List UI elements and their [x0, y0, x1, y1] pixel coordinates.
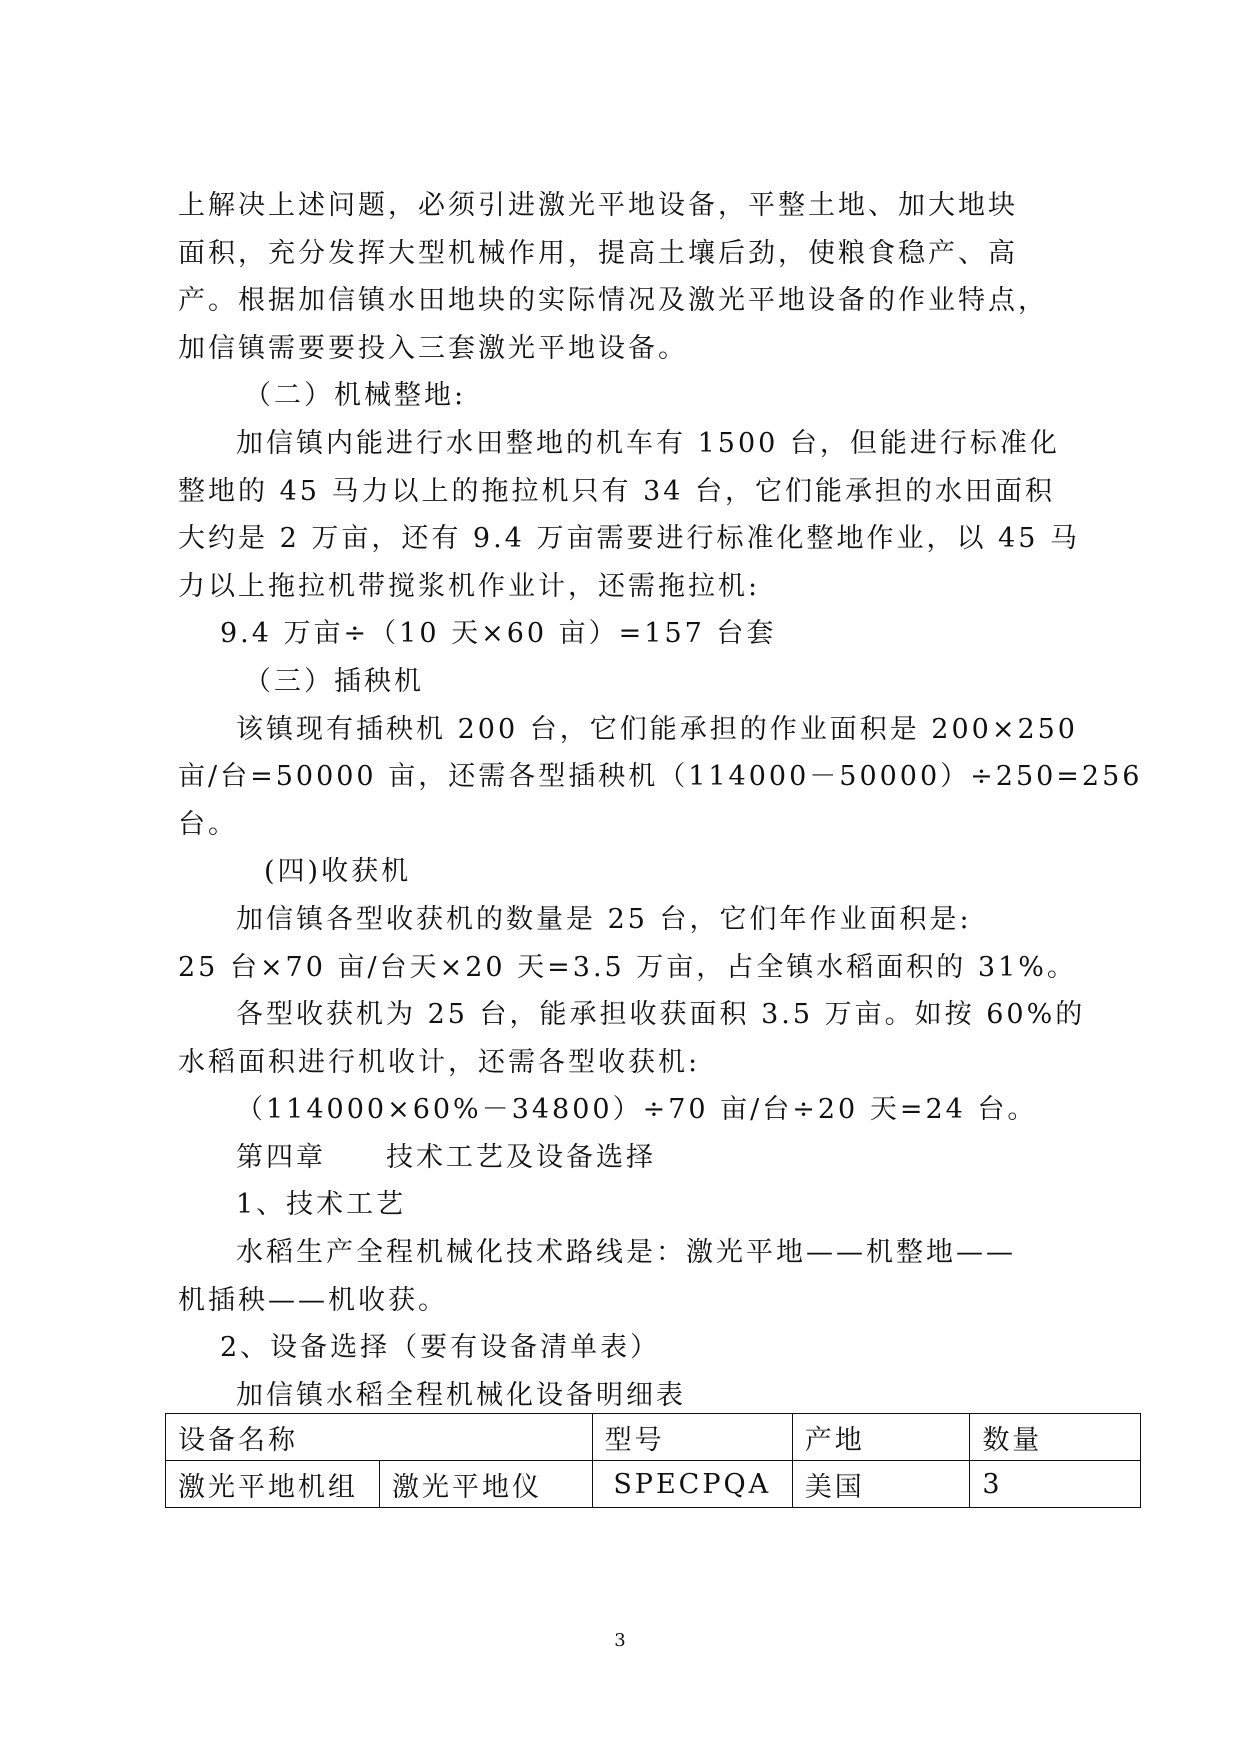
section-heading: 1、技术工艺	[236, 1189, 407, 1221]
formula-line: 25 台×70 亩/台天×20 天=3.5 万亩，占全镇水稻面积的 31%。	[178, 951, 1077, 983]
page-number: 3	[614, 1630, 626, 1651]
paragraph-line: 加信镇内能进行水田整地的机车有 1500 台，但能进行标准化	[236, 427, 1060, 459]
formula-line: （114000×60%－34800）÷70 亩/台÷20 天=24 台。	[236, 1094, 1038, 1126]
paragraph-line: 水稻生产全程机械化技术路线是：激光平地——机整地——	[236, 1237, 1016, 1269]
table-row	[166, 1461, 1141, 1508]
paragraph-line: 水稻面积进行机收计，还需各型收获机:	[178, 1046, 701, 1078]
body-text	[178, 182, 1143, 1419]
chapter-heading: 第四章 技术工艺及设备选择	[236, 1141, 656, 1173]
header-cell-quantity: 数量	[970, 1414, 1141, 1461]
paragraph-line: 力以上拖拉机带搅浆机作业计，还需拖拉机:	[178, 570, 761, 602]
paragraph-line: 该镇现有插秧机 200 台，它们能承担的作业面积是 200×250	[236, 713, 1078, 745]
table-header-row	[166, 1414, 1141, 1461]
paragraph-line: 大约是 2 万亩，还有 9.4 万亩需要进行标准化整地作业，以 45 马	[178, 523, 1080, 555]
table-caption: 加信镇水稻全程机械化设备明细表	[236, 1379, 686, 1411]
paragraph-line: 整地的 45 马力以上的拖拉机只有 34 台，它们能承担的水田面积	[178, 475, 1056, 507]
paragraph-line: 上解决上述问题，必须引进激光平地设备，平整土地、加大地块	[178, 190, 1018, 221]
section-heading: （二）机械整地:	[244, 380, 467, 412]
paragraph-line: 加信镇各型收获机的数量是 25 台，它们年作业面积是:	[236, 903, 972, 935]
paragraph-line: 台。	[178, 808, 238, 840]
cell-model: SPECPQA	[592, 1461, 792, 1508]
header-cell-model: 型号	[592, 1414, 792, 1461]
paragraph-line: 各型收获机为 25 台，能承担收获面积 3.5 万亩。如按 60%的	[236, 999, 1086, 1031]
cell-quantity: 3	[970, 1461, 1141, 1508]
cell-item: 激光平地仪	[379, 1461, 592, 1508]
paragraph-line: 机插秧——机收获。	[178, 1284, 448, 1316]
header-cell-name: 设备名称	[166, 1414, 593, 1461]
paragraph-line: 亩/台=50000 亩，还需各型插秧机（114000－50000）÷250=256	[178, 761, 1143, 793]
section-heading: (四)收获机	[264, 856, 412, 888]
formula-line: 9.4 万亩÷（10 天×60 亩）=157 台套	[220, 618, 777, 650]
equipment-table	[165, 1413, 1141, 1508]
paragraph-line: 产。根据加信镇水田地块的实际情况及激光平地设备的作业特点，	[178, 285, 1048, 317]
header-cell-origin: 产地	[792, 1414, 970, 1461]
paragraph-line: 面积，充分发挥大型机械作用，提高土壤后劲，使粮食稳产、高	[178, 237, 1018, 269]
cell-group: 激光平地机组	[166, 1461, 380, 1508]
paragraph-line: 加信镇需要要投入三套激光平地设备。	[178, 332, 688, 364]
section-heading: 2、设备选择（要有设备清单表）	[220, 1332, 661, 1364]
cell-origin: 美国	[792, 1461, 970, 1508]
section-heading: （三）插秧机	[244, 665, 424, 697]
